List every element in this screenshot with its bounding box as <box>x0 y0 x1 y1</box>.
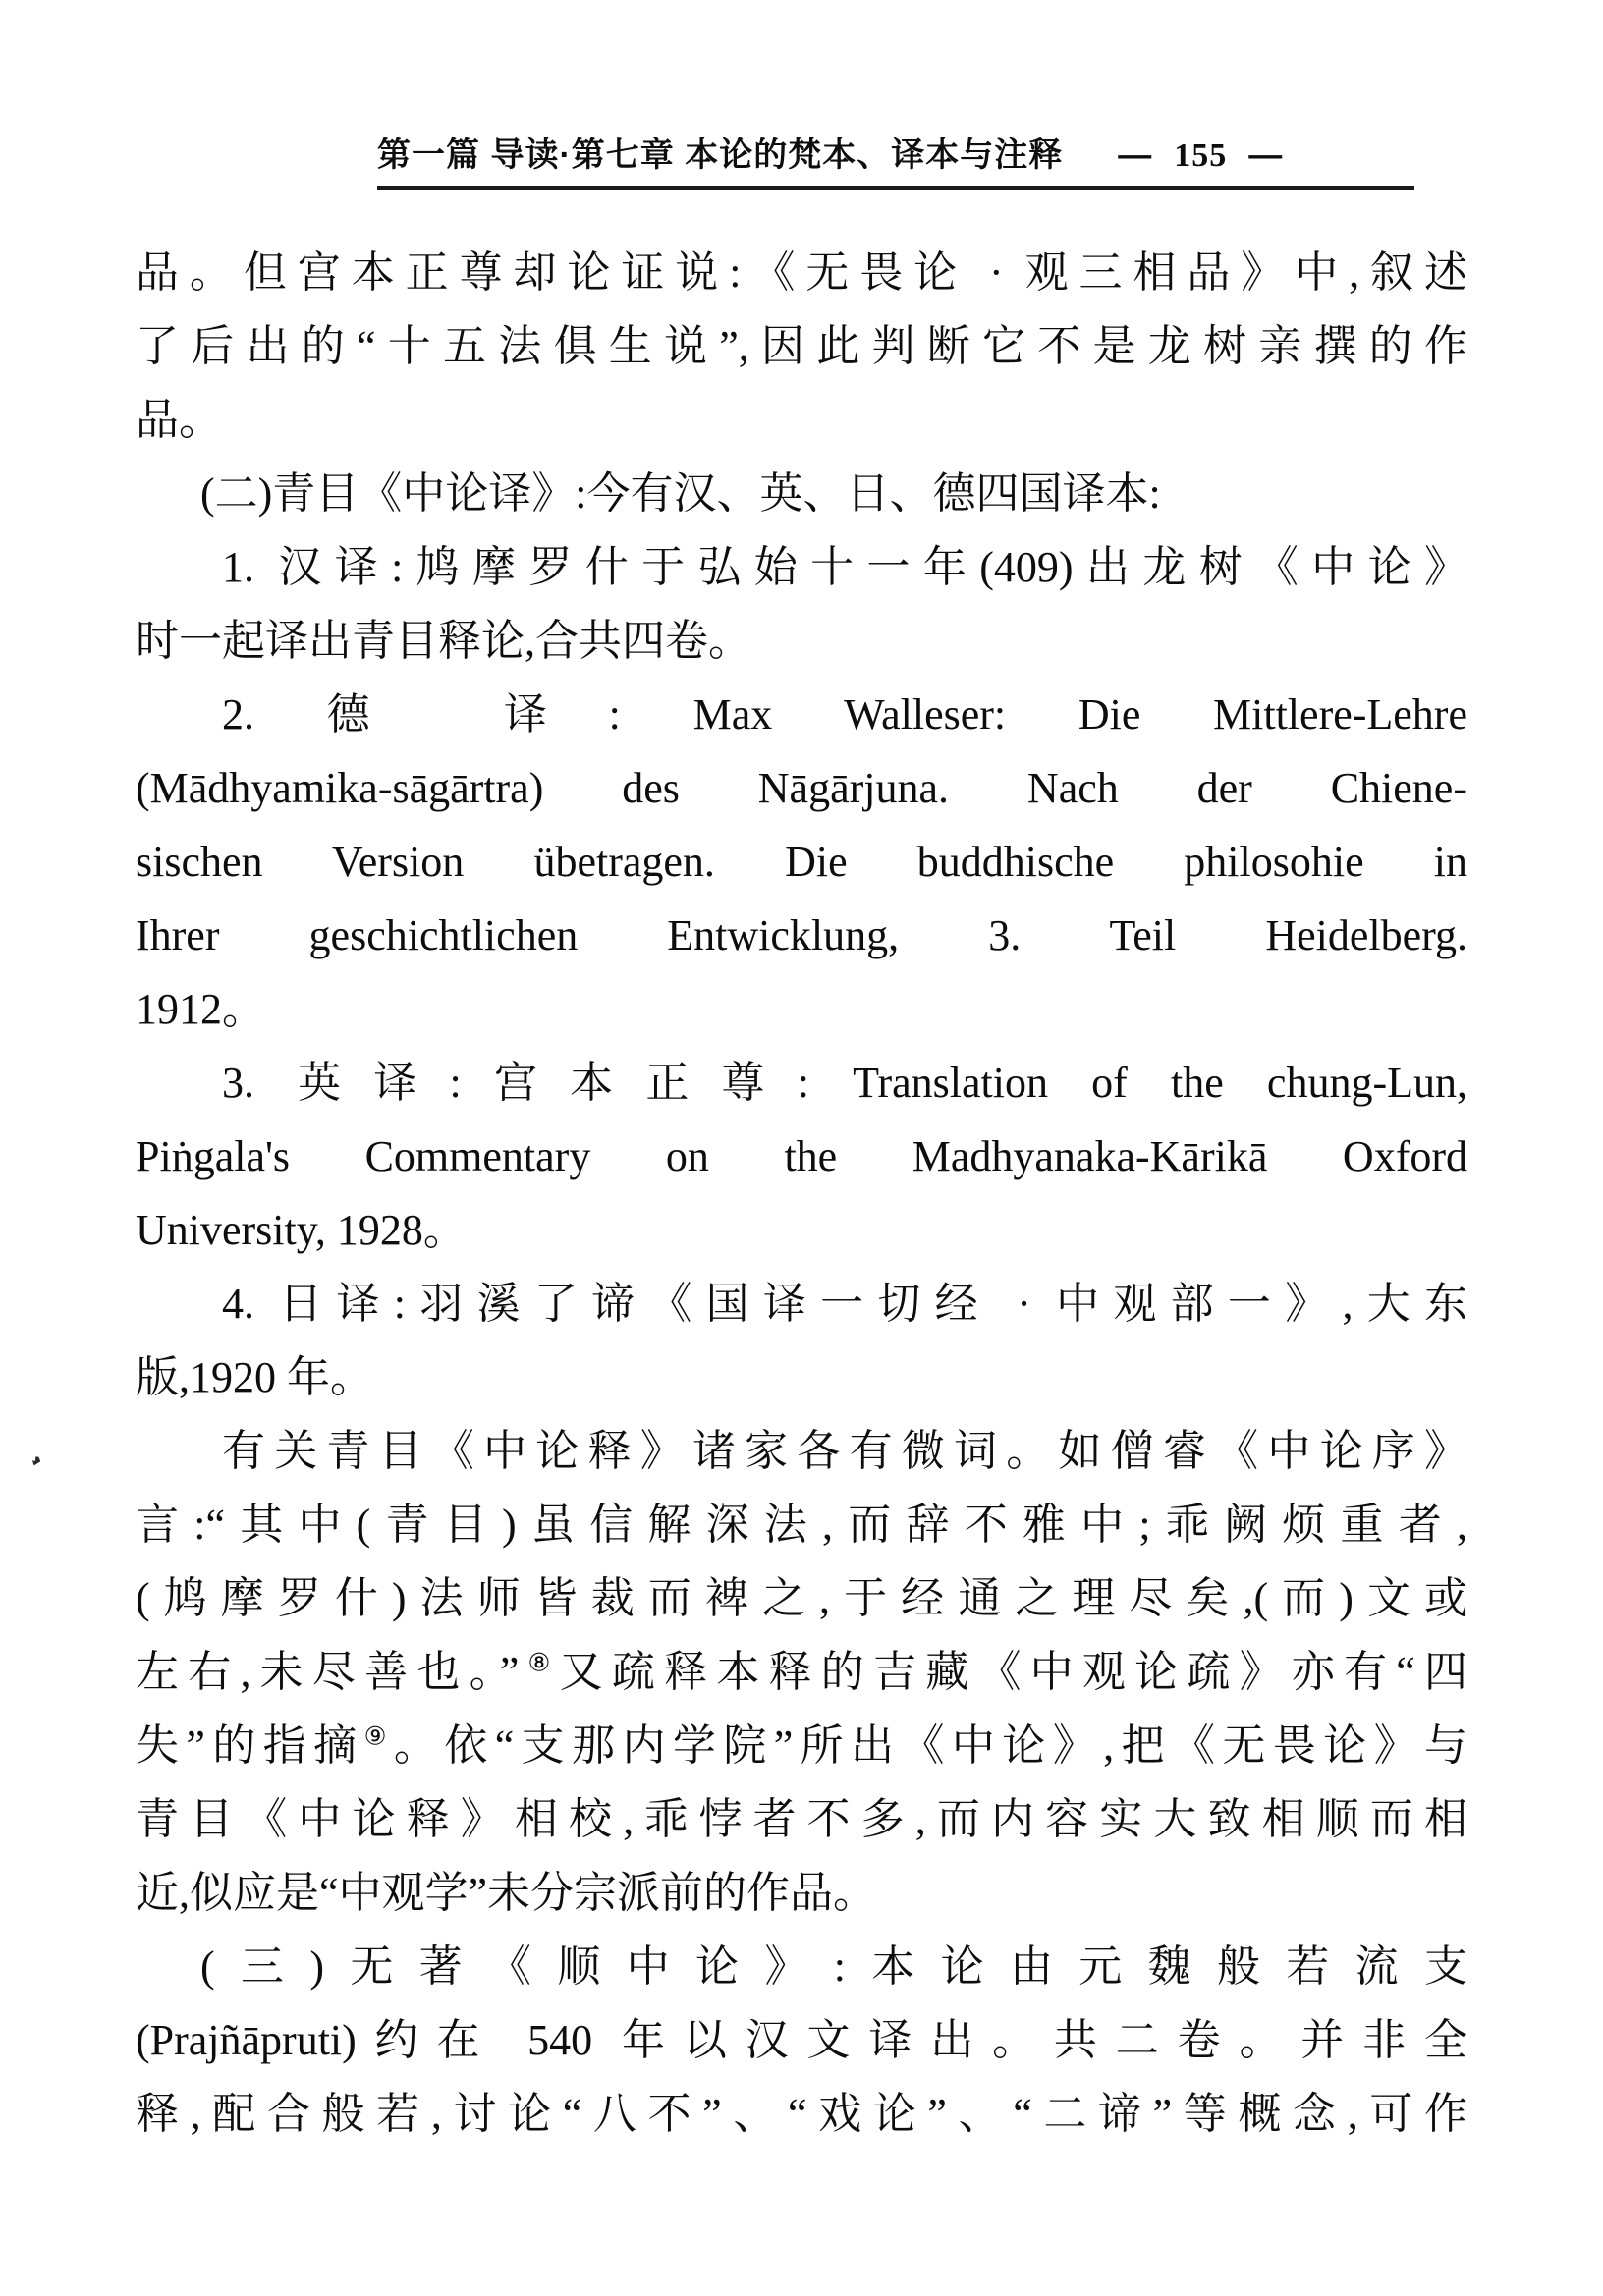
page-number: 155 <box>1174 137 1228 174</box>
footnote-marker: ⑧ <box>519 1648 560 1677</box>
text-line: sischen Version übetragen. Die buddhische philosohie in <box>136 838 1467 886</box>
text-line: Ihrer geschichtlichen Entwicklung, 3. Teil Heidelberg. <box>136 911 1467 959</box>
text-line: 失”的指摘⑨。依“支那内学院”所出《中论》,把《无畏论》与 <box>136 1722 1468 1770</box>
text-line: Piṅgala's Commentary on the Madhyanaka-Kārikā Oxford <box>136 1132 1467 1180</box>
text-line: 青目《中论释》相校,乖悖者不多,而内容实大致相顺而相 <box>136 1795 1467 1843</box>
text-line: (鸠摩罗什)法师皆裁而裨之,于经通之理尽矣,(而)文或 <box>136 1574 1467 1622</box>
running-header <box>377 136 1414 190</box>
text-line: 言:“其中(青目)虽信解深法,而辞不雅中;乖阙烦重者, <box>136 1501 1467 1549</box>
text-line: 1. 汉译:鸠摩罗什于弘始十一年(409)出龙树《中论》 <box>222 543 1467 591</box>
footnote-marker: ⑨ <box>363 1722 394 1751</box>
text-line: University, 1928。 <box>136 1206 467 1254</box>
body-text <box>136 236 1467 2151</box>
running-title: 第一篇 导读·第七章 本论的梵本、译本与注释 <box>377 137 1064 174</box>
text-line: (Prajñāpruti)约在 540 年以汉文译出。共二卷。并非全 <box>136 2016 1467 2064</box>
text-line: 左右,未尽善也。”⑧又疏释本释的吉藏《中观论疏》亦有“四 <box>136 1648 1468 1696</box>
text-line: 近,似应是“中观学”未分宗派前的作品。 <box>136 1869 877 1917</box>
text-line: 品。但宫本正尊却论证说:《无畏论 · 观三相品》中,叙述 <box>136 248 1467 297</box>
header-dash-left: — <box>1118 137 1153 174</box>
text-line: 时一起译出青目释论,合共四卷。 <box>136 617 751 665</box>
scan-artifact-dot <box>30 1455 41 1467</box>
text-line: (Mādhyamika-sāgārtra) des Nāgārjuna. Nach der Chiene- <box>136 764 1467 812</box>
text-line: 版,1920 年。 <box>136 1353 373 1401</box>
text-line: (三)无著《顺中论》:本论由元魏般若流支 <box>200 1942 1467 1991</box>
text-line: 1912。 <box>136 985 265 1033</box>
text-line: (二)青目《中论译》:今有汉、英、日、德四国译本: <box>200 469 1161 518</box>
text-line: 2. 德 译: Max Walleser: Die Mittlere-Lehre <box>222 690 1467 738</box>
text-line: 品。 <box>136 396 222 444</box>
header-dash-right: — <box>1248 137 1284 174</box>
text-line: 有关青目《中论释》诸家各有微词。如僧睿《中论序》 <box>222 1427 1467 1475</box>
text-line: 了后出的“十五法俱生说”,因此判断它不是龙树亲撰的作 <box>136 322 1467 370</box>
text-line: 3. 英译:宫本正尊: Translation of the chung-Lun, <box>222 1059 1467 1107</box>
text-line: 释,配合般若,讨论“八不”、“戏论”、“二谛”等概念,可作 <box>136 2090 1467 2138</box>
text-line: 4. 日译:羽溪了谛《国译一切经 · 中观部一》,大东 <box>222 1280 1467 1328</box>
